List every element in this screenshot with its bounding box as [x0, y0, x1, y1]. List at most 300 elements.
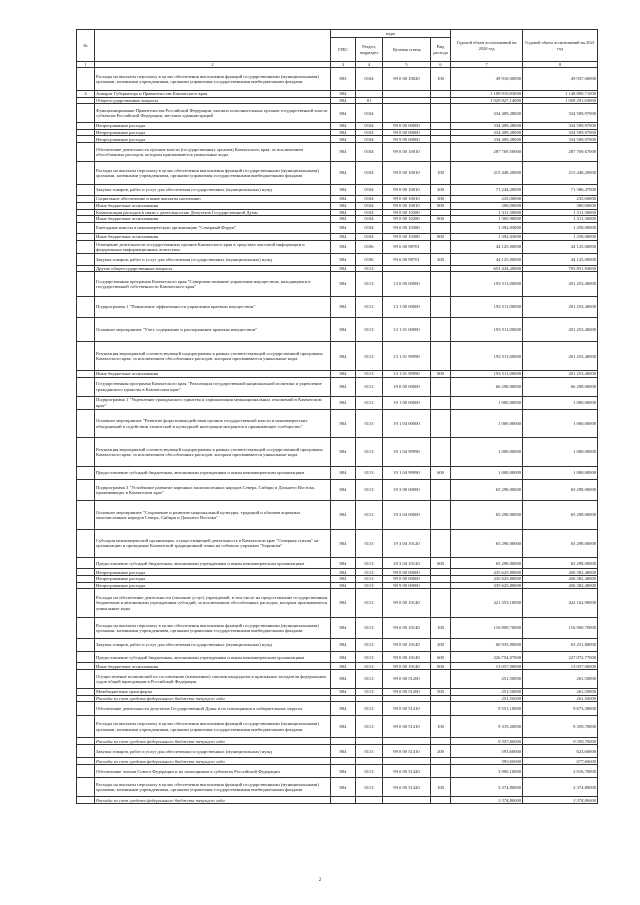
row-target-article: 99 0 00 51420 [383, 778, 431, 797]
row-volume-2020: 1 369,90000 [451, 216, 523, 223]
row-grbs: 804 [331, 143, 356, 162]
row-number [77, 409, 95, 438]
row-volume-2020: 1 392,03000 [451, 222, 523, 233]
row-number [77, 202, 95, 209]
row-number [77, 617, 95, 638]
row-volume-2020: 251,50000 [451, 689, 523, 696]
row-section: 0104 [356, 202, 383, 209]
row-section: 0104 [356, 222, 383, 233]
row-number [77, 670, 95, 689]
row-target-article [383, 758, 431, 765]
row-section: 0113 [356, 715, 383, 738]
row-target-article: 99 6 00 98701 [383, 254, 431, 265]
row-name: Другие общегосударственные вопросы [95, 265, 331, 272]
row-section: 0113 [356, 689, 383, 696]
table-row [77, 738, 598, 745]
row-section: 0113 [356, 558, 383, 569]
row-volume-2021: 1 148 800,71000 [523, 90, 598, 97]
row-expense-type: 800 [431, 370, 451, 377]
row-expense-type: 800 [431, 663, 451, 670]
row-volume-2020: 60 935,90000 [451, 638, 523, 651]
row-section [356, 738, 383, 745]
table-row [77, 97, 598, 104]
table-header [77, 30, 598, 68]
row-name: Компенсация расходов в связи с деятельностью Депутатов Государственной Думы [95, 209, 331, 216]
row-volume-2021: 703 851,94000 [523, 265, 598, 272]
row-volume-2020: 193 511,00000 [451, 342, 523, 371]
row-target-article: 99 0 00 10010 [383, 184, 431, 195]
row-section: 0113 [356, 582, 383, 589]
row-volume-2020: 71 244,20000 [451, 184, 523, 195]
row-volume-2021: 65 298,00000 [523, 558, 598, 569]
row-target-article: 13 1 01 00000 [383, 317, 431, 342]
row-expense-type [431, 758, 451, 765]
row-name: Аппарат Губернатора и Правительства Камчатского края [95, 90, 331, 97]
row-name: Основное мероприятие "Сохранение и развитие национальной культуры, традиций и обычаев коренных малочисленных народов Севера, Сибири и Дальнего Востока" [95, 501, 331, 530]
table-row [77, 480, 598, 501]
table-row [77, 216, 598, 223]
row-expense-type: 300 [431, 196, 451, 203]
row-volume-2021: 71 386,47000 [523, 184, 598, 195]
row-name: Иные бюджетные ассигнования [95, 234, 331, 241]
row-grbs: 804 [331, 576, 356, 583]
row-target-article [383, 97, 431, 104]
row-target-article: 99 0 00 10380 [383, 222, 431, 233]
row-number [77, 104, 95, 123]
row-grbs: 804 [331, 689, 356, 696]
row-volume-2020: 334 409,28000 [451, 136, 523, 143]
row-number [77, 196, 95, 203]
row-number [77, 778, 95, 797]
column-number: 5 [383, 62, 431, 68]
row-expense-type [431, 136, 451, 143]
header-volume-2020: Годовой объем ассигнований на 2020 год [451, 30, 523, 62]
row-expense-type [431, 396, 451, 409]
table-row [77, 778, 598, 797]
row-volume-2021: 49 937,00000 [523, 68, 598, 91]
row-section [356, 797, 383, 804]
row-expense-type: 600 [431, 558, 451, 569]
row-volume-2020: 193 511,00000 [451, 370, 523, 377]
column-number: 1 [77, 62, 95, 68]
row-expense-type: 800 [431, 216, 451, 223]
row-section: 0104 [356, 129, 383, 136]
table-row [77, 296, 598, 317]
row-name: Реализация мероприятий соответствующей подпрограммы в рамках соответствующей государственной программы Камчатского края, за исключением обособленных расходов, которым присваиваются уникальные коды [95, 342, 331, 371]
row-volume-2020: 193 511,00000 [451, 296, 523, 317]
row-volume-2020: 287 769,50000 [451, 143, 523, 162]
row-grbs [331, 738, 356, 745]
row-volume-2020: 65 298,00000 [451, 480, 523, 501]
table-row [77, 765, 598, 778]
table-row [77, 501, 598, 530]
row-section: 0113 [356, 576, 383, 583]
row-section: 0104 [356, 162, 383, 185]
row-name: Расходы за счет средств федерального бюджета текущего года [95, 695, 331, 702]
row-expense-type [431, 797, 451, 804]
row-expense-type [431, 670, 451, 689]
budget-table [76, 29, 598, 804]
row-grbs: 804 [331, 638, 356, 651]
row-target-article: 13 1 01 99990 [383, 370, 431, 377]
row-grbs: 804 [331, 370, 356, 377]
row-expense-type: 200 [431, 745, 451, 758]
table-row [77, 797, 598, 804]
row-volume-2021: 677,60000 [523, 758, 598, 765]
row-section: 0113 [356, 272, 383, 297]
row-name: Закупка товаров, работ и услуг для обеспечения государственных (муниципальных) нужд [95, 254, 331, 265]
row-section: 0113 [356, 745, 383, 758]
row-name: Обеспечение деятельности депутатов Государственной Думы и их помощников в избирательных округах [95, 702, 331, 715]
row-volume-2020: 1 109 910,83000 [451, 90, 523, 97]
row-target-article: 19 1 04 99990 [383, 466, 431, 479]
row-target-article: 99 9 00 00000 [383, 136, 431, 143]
row-name: Реализация мероприятий соответствующей подпрограммы в рамках соответствующей государственной программы Камчатского края, за исключением обособленных расходов, которым присваиваются уникальные коды [95, 438, 331, 467]
table-row [77, 670, 598, 689]
row-number [77, 638, 95, 651]
row-target-article: 19 1 00 00000 [383, 396, 431, 409]
row-name: Основное мероприятие "Развитие форм взаимодействия органов государственной власти и некоммерческих объединений в содействии этнической и культурной интеграции мигрантов в принимающее сообщество" [95, 409, 331, 438]
row-number [77, 480, 95, 501]
row-target-article: 99 6 00 98701 [383, 240, 431, 253]
row-grbs: 804 [331, 582, 356, 589]
row-target-article: 99 0 00 00000 [383, 129, 431, 136]
table-row [77, 202, 598, 209]
table-row [77, 396, 598, 409]
row-name: Межбюджетные трансферты [95, 689, 331, 696]
row-number [77, 715, 95, 738]
row-grbs: 804 [331, 409, 356, 438]
row-expense-type: 100 [431, 778, 451, 797]
row-grbs: 804 [331, 265, 356, 272]
row-grbs: 804 [331, 196, 356, 203]
row-grbs: 804 [331, 501, 356, 530]
row-section: 0113 [356, 377, 383, 396]
row-name: Иные бюджетные ассигнования [95, 370, 331, 377]
row-section: 0104 [356, 136, 383, 143]
row-number [77, 501, 95, 530]
row-number [77, 68, 95, 91]
row-volume-2021: 422 162,90000 [523, 589, 598, 618]
row-grbs: 804 [331, 162, 356, 185]
row-grbs: 804 [331, 90, 356, 97]
row-volume-2021: 201 253,40000 [523, 272, 598, 297]
row-section: 0106 [356, 240, 383, 253]
row-grbs: 804 [331, 136, 356, 143]
table-row [77, 317, 598, 342]
row-grbs: 804 [331, 209, 356, 216]
row-volume-2020: 1 000,00000 [451, 409, 523, 438]
row-target-article: 13 0 00 00000 [383, 272, 431, 297]
row-name: Расходы на выплаты персоналу в целях обеспечения выполнения функций государственными (муниципальными) органами, казенными учреждениями, органами управления государственными внебюджетными фондами [95, 617, 331, 638]
row-target-article [383, 738, 431, 745]
row-volume-2020: 251,50000 [451, 670, 523, 689]
table-row [77, 265, 598, 272]
row-target-article: 13 1 01 99990 [383, 342, 431, 371]
row-volume-2021: 201 253,40000 [523, 370, 598, 377]
row-grbs: 804 [331, 97, 356, 104]
row-expense-type [431, 569, 451, 576]
row-target-article [383, 104, 431, 123]
row-target-article: 99 9 00 00000 [383, 582, 431, 589]
row-target-article [383, 90, 431, 97]
row-grbs: 804 [331, 254, 356, 265]
row-target-article: 99 0 00 10280 [383, 209, 431, 216]
row-expense-type [431, 222, 451, 233]
row-section: 0104 [356, 104, 383, 123]
row-name: Государственная программа Камчатского края "Совершенствование управления имуществом, находящимся в государственной собственности Камчатского края" [95, 272, 331, 297]
row-name: Расходы за счет средств федерального бюджета текущего года [95, 797, 331, 804]
row-volume-2020: 9 551,10000 [451, 702, 523, 715]
table-row [77, 689, 598, 696]
row-section [356, 758, 383, 765]
row-section: 0113 [356, 466, 383, 479]
row-number [77, 370, 95, 377]
row-section: 0113 [356, 265, 383, 272]
row-volume-2021: 215 448,20000 [523, 162, 598, 185]
row-volume-2020: 3 900,10000 [451, 765, 523, 778]
row-name: Закупка товаров, работ и услуг для обеспечения государственных (муниципальных) нужд [95, 638, 331, 651]
row-volume-2020: 1 000,00000 [451, 466, 523, 479]
table-row [77, 663, 598, 670]
row-expense-type [431, 702, 451, 715]
table-body [77, 68, 598, 804]
row-target-article: 99 0 00 51410 [383, 745, 431, 758]
row-target-article: 99 0 00 10010 [383, 162, 431, 185]
row-expense-type [431, 104, 451, 123]
row-name: Освещение деятельности государственных органов Камчатского края в средствах массовой информации и федеральных информационных агентствах [95, 240, 331, 253]
row-name: Субсидия некоммерческой организации, осуществляющей деятельность в Камчатском крае "Северная стихия" на организацию и проведение Камчатской традиционной гонки на собачьих упряжках "Берингия" [95, 529, 331, 558]
row-section: 0113 [356, 638, 383, 651]
row-section: 0113 [356, 778, 383, 797]
table-row [77, 143, 598, 162]
row-expense-type: 200 [431, 254, 451, 265]
row-section: 0104 [356, 234, 383, 241]
row-name: Иные бюджетные ассигнования [95, 663, 331, 670]
row-grbs: 804 [331, 123, 356, 130]
row-expense-type: 200 [431, 638, 451, 651]
row-grbs: 804 [331, 377, 356, 396]
row-section: 0113 [356, 501, 383, 530]
row-section: 0104 [356, 209, 383, 216]
row-volume-2021: 1 000,00000 [523, 396, 598, 409]
row-number [77, 396, 95, 409]
row-section: 0113 [356, 342, 383, 371]
row-volume-2020: 66 298,00000 [451, 377, 523, 396]
row-target-article: 19 3 00 00000 [383, 480, 431, 501]
row-volume-2020: 251,50000 [451, 695, 523, 702]
row-volume-2021: 201 253,40000 [523, 317, 598, 342]
header-grbs: ГРБС [331, 38, 356, 62]
row-number: 4 [77, 90, 95, 97]
row-target-article: 99 0 00 10140 [383, 617, 431, 638]
row-number [77, 582, 95, 589]
row-volume-2021: 3 916,70000 [523, 765, 598, 778]
table-row [77, 702, 598, 715]
row-volume-2021: 65 298,00000 [523, 501, 598, 530]
row-target-article: 19 1 04 00000 [383, 409, 431, 438]
row-volume-2020: 9 319,20000 [451, 715, 523, 738]
row-section: 0113 [356, 396, 383, 409]
row-name: Обеспечение деятельности органов власти (государственных органов) Камчатского края, за исключением обособленных расходов, которым присваиваются уникальные коды [95, 143, 331, 162]
row-number [77, 272, 95, 297]
row-grbs: 804 [331, 702, 356, 715]
table-row [77, 745, 598, 758]
row-target-article: 19 3 04 10120 [383, 529, 431, 558]
column-number: 2 [95, 62, 331, 68]
row-name: Функционирование Правительства Российской Федерации, высших исполнительных органов государственной власти субъектов Российской Федерации, местных администраций [95, 104, 331, 123]
row-name: Иные бюджетные ассигнования [95, 202, 331, 209]
row-target-article: 99 0 00 10140 [383, 652, 431, 663]
row-grbs: 804 [331, 589, 356, 618]
table-row [77, 409, 598, 438]
row-grbs: 804 [331, 663, 356, 670]
row-grbs: 804 [331, 129, 356, 136]
table-row [77, 617, 598, 638]
row-number [77, 589, 95, 618]
row-expense-type [431, 480, 451, 501]
row-target-article: 99 0 00 51200 [383, 689, 431, 696]
column-number: 8 [523, 62, 598, 68]
row-grbs: 804 [331, 617, 356, 638]
row-volume-2021: 1 000,00000 [523, 466, 598, 479]
row-section: 0113 [356, 529, 383, 558]
row-volume-2021: 261,50000 [523, 689, 598, 696]
row-volume-2021: 261,50000 [523, 695, 598, 702]
row-number [77, 317, 95, 342]
table-row [77, 129, 598, 136]
row-number [77, 689, 95, 696]
row-volume-2021: 3 374,80000 [523, 778, 598, 797]
row-expense-type [431, 589, 451, 618]
row-section: 0104 [356, 216, 383, 223]
row-volume-2021: 287 769,67000 [523, 143, 598, 162]
row-name: Расходы за счет средств федерального бюджета текущего года [95, 758, 331, 765]
row-expense-type: 800 [431, 202, 451, 209]
row-grbs: 804 [331, 558, 356, 569]
row-grbs: 804 [331, 184, 356, 195]
table-row [77, 184, 598, 195]
row-section: 0104 [356, 196, 383, 203]
row-name: Основное мероприятие "Учет, содержание и распоряжение краевым имуществом" [95, 317, 331, 342]
row-name: Ежегодные взносы в некоммерческую организацию "Северный Форум" [95, 222, 331, 233]
row-volume-2021: 300,00000 [523, 202, 598, 209]
row-name: Подпрограмма 1 "Повышение эффективности управления краевым имуществом" [95, 296, 331, 317]
table-row [77, 466, 598, 479]
table-row [77, 272, 598, 297]
row-name: Непрограммные расходы [95, 576, 331, 583]
row-grbs: 804 [331, 670, 356, 689]
row-expense-type [431, 529, 451, 558]
row-grbs: 804 [331, 569, 356, 576]
row-expense-type: 100 [431, 715, 451, 738]
row-name: Социальное обеспечение и иные выплаты населению [95, 196, 331, 203]
table-row [77, 68, 598, 91]
row-target-article: 99 0 00 00000 [383, 576, 431, 583]
row-name: Подпрограмма 1 "Укрепление гражданского единства и гармонизация межнациональных отношений в Камчатском крае" [95, 396, 331, 409]
row-target-article: 99 0 00 10140 [383, 663, 431, 670]
row-volume-2020: 421 353,10000 [451, 589, 523, 618]
row-section: 0113 [356, 438, 383, 467]
row-volume-2021: 9 359,70000 [523, 715, 598, 738]
row-grbs: 804 [331, 652, 356, 663]
row-number [77, 97, 95, 104]
row-volume-2021: 436 382,40000 [523, 576, 598, 583]
row-number [77, 136, 95, 143]
row-grbs: 803 [331, 68, 356, 91]
row-section: 0104 [356, 184, 383, 195]
row-volume-2021: 1 000,00000 [523, 438, 598, 467]
row-expense-type: 800 [431, 234, 451, 241]
row-target-article: 99 0 00 51410 [383, 715, 431, 738]
row-expense-type [431, 501, 451, 530]
row-target-article: 19 3 04 10120 [383, 558, 431, 569]
row-number [77, 569, 95, 576]
row-volume-2021: 116 900,70000 [523, 617, 598, 638]
row-section: 0113 [356, 589, 383, 618]
row-volume-2021: 334 509,97000 [523, 136, 598, 143]
row-volume-2020: 235,00000 [451, 196, 523, 203]
row-name: Предоставление субсидий бюджетным, автономным учреждениям и иным некоммерческим организациям [95, 558, 331, 569]
row-grbs: 804 [331, 234, 356, 241]
table-row [77, 162, 598, 185]
row-volume-2020: 334 409,28000 [451, 104, 523, 123]
row-expense-type [431, 438, 451, 467]
table-row [77, 589, 598, 618]
row-expense-type [431, 296, 451, 317]
table-row [77, 123, 598, 130]
table-row [77, 715, 598, 738]
row-number [77, 162, 95, 185]
row-number [77, 702, 95, 715]
row-expense-type [431, 695, 451, 702]
row-number [77, 797, 95, 804]
row-number [77, 342, 95, 371]
row-target-article [383, 695, 431, 702]
row-target-article: 99 0 00 51410 [383, 702, 431, 715]
row-number [77, 123, 95, 130]
row-expense-type: 200 [431, 184, 451, 195]
row-section: 0113 [356, 652, 383, 663]
header-volume-2021: Годовой объем ассигнований на 2021 год [523, 30, 598, 62]
header-section: Раздел, подраздел [356, 38, 383, 62]
row-volume-2021: 1 311,30000 [523, 216, 598, 223]
row-volume-2020: 3 374,80000 [451, 797, 523, 804]
row-volume-2021: 44 125,00000 [523, 254, 598, 265]
row-volume-2020: 593,60000 [451, 758, 523, 765]
row-target-article: 99 0 00 10280 [383, 216, 431, 223]
row-volume-2021: 1 258,00000 [523, 234, 598, 241]
row-section: 0104 [356, 68, 383, 91]
table-row [77, 136, 598, 143]
row-expense-type [431, 582, 451, 589]
column-number: 7 [451, 62, 523, 68]
row-expense-type [431, 97, 451, 104]
column-number: 6 [431, 62, 451, 68]
row-expense-type [431, 123, 451, 130]
table-row [77, 234, 598, 241]
row-volume-2021: 13 057,00000 [523, 663, 598, 670]
row-name: Непрограммные расходы [95, 136, 331, 143]
row-number [77, 296, 95, 317]
row-target-article: 99 0 00 10010 [383, 143, 431, 162]
row-expense-type [431, 129, 451, 136]
table-row [77, 438, 598, 467]
row-section: 01 [356, 97, 383, 104]
table-row [77, 569, 598, 576]
row-grbs: 804 [331, 272, 356, 297]
row-name: Непрограммные расходы [95, 129, 331, 136]
